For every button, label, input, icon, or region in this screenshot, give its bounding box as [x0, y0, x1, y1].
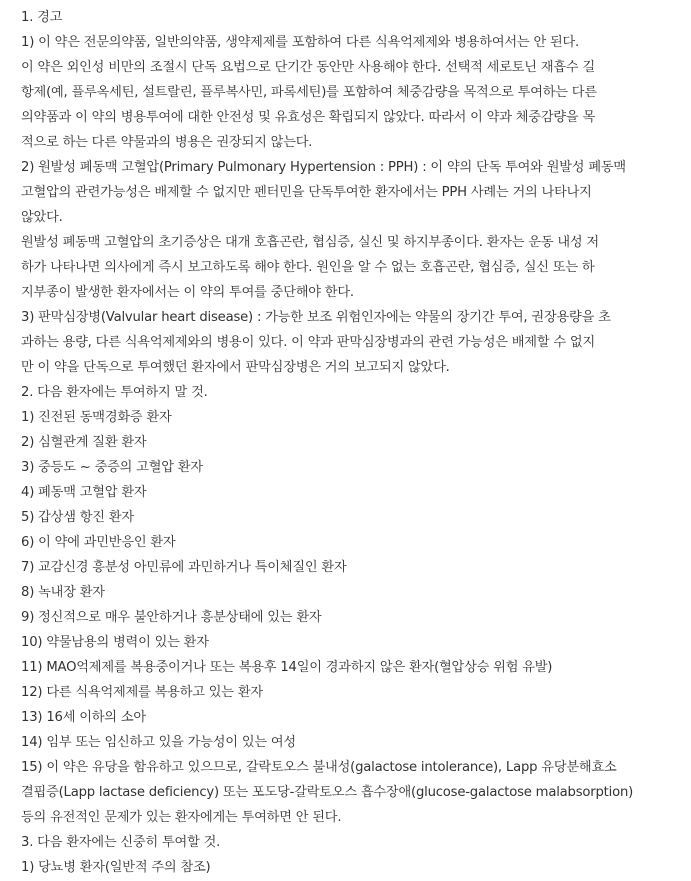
- warning-2-symptoms-paragraph: 하가 나타나면 의사에게 즉시 보고하도록 해야 한다. 원인을 알 수 없는 호흡곤란, 협심증, 실신 또는 하: [21, 260, 595, 275]
- warning-1-paragraph: 적으로 하는 다른 약물과의 병용은 권장되지 않는다.: [21, 135, 313, 150]
- warning-1-paragraph: 항제(예, 플루옥세틴, 설트랄린, 플루복사민, 파록세틴)를 포함하여 체중감량을 목적으로 투여하는 다른: [21, 85, 597, 100]
- contraindication-item: 10) 약물남용의 병력이 있는 환자: [21, 635, 209, 650]
- contraindication-item: 14) 임부 또는 임신하고 있을 가능성이 있는 여성: [21, 735, 296, 750]
- warning-2-paragraph: 고혈압의 관련가능성은 배제할 수 없지만 펜터민을 단독투여한 환자에서는 PPH 사례는 거의 나타나지: [21, 185, 592, 200]
- section-heading-contraindications: 2. 다음 환자에는 투여하지 말 것.: [21, 385, 208, 400]
- section-heading-warning: 1. 경고: [21, 10, 63, 25]
- warning-2-paragraph: 2) 원발성 폐동맥 고혈압(Primary Pulmonary Hypertension : PPH) : 이 약의 단독 투여와 원발성 폐동맥: [21, 160, 626, 175]
- contraindication-item: 7) 교감신경 흥분성 아민류에 과민하거나 특이체질인 환자: [21, 560, 347, 575]
- warning-1-paragraph: 의약품과 이 약의 병용투여에 대한 안전성 및 유효성은 확립되지 않았다. 따라서 이 약과 체중감량을 목: [21, 110, 595, 125]
- contraindication-item: 9) 정신적으로 매우 불안하거나 흥분상태에 있는 환자: [21, 610, 322, 625]
- warning-2-symptoms-paragraph: 원발성 폐동맥 고혈압의 초기증상은 대개 호흡곤란, 협심증, 실신 및 하지부종이다. 환자는 운동 내성 저: [21, 235, 599, 250]
- contraindication-item: 5) 갑상샘 항진 환자: [21, 510, 134, 525]
- warning-1-paragraph: 1) 이 약은 전문의약품, 일반의약품, 생약제제를 포함하여 다른 식욕억제제와 병용하여서는 안 된다.: [21, 35, 580, 50]
- warning-3-paragraph: 3) 판막심장병(Valvular heart disease) : 가능한 보조 위험인자에는 약물의 장기간 투여, 권장용량을 초: [21, 310, 611, 325]
- contraindication-item: 13) 16세 이하의 소아: [21, 710, 146, 725]
- warning-3-paragraph: 만 이 약을 단독으로 투여했던 환자에서 판막심장병은 거의 보고되지 않았다.: [21, 360, 450, 375]
- contraindication-item: 6) 이 약에 과민반응인 환자: [21, 535, 176, 550]
- contraindication-item: 결핍증(Lapp lactase deficiency) 또는 포도당-갈락토오스 흡수장애(glucose-galactose malabsorption): [21, 785, 634, 800]
- warning-3-paragraph: 과하는 용량, 다른 식욕억제제와의 병용이 있다. 이 약과 판막심장병과의 관련 가능성은 배제할 수 없지: [21, 335, 595, 350]
- caution-item: 1) 당뇨병 환자(일반적 주의 참조): [21, 860, 211, 875]
- warning-2-paragraph: 않았다.: [21, 210, 63, 225]
- contraindication-item: 2) 심혈관계 질환 환자: [21, 435, 147, 450]
- contraindication-item: 8) 녹내장 환자: [21, 585, 105, 600]
- contraindication-item: 1) 진전된 동맥경화증 환자: [21, 410, 172, 425]
- contraindication-item: 3) 중등도 ~ 중증의 고혈압 환자: [21, 460, 203, 475]
- contraindication-item: 등의 유전적인 문제가 있는 환자에게는 투여하면 안 된다.: [21, 810, 342, 825]
- document-text: [21, 5, 683, 880]
- warning-1-paragraph: 이 약은 외인성 비만의 조절시 단독 요법으로 단기간 동안만 사용해야 한다. 선택적 세로토닌 재흡수 길: [21, 60, 595, 75]
- contraindication-item: 11) MAO억제제를 복용중이거나 또는 복용후 14일이 경과하지 않은 환자(혈압상승 위험 유발): [21, 660, 553, 675]
- section-heading-caution: 3. 다음 환자에는 신중히 투여할 것.: [21, 835, 221, 850]
- contraindication-item: 15) 이 약은 유당을 함유하고 있으므로, 갈락토오스 불내성(galactose intolerance), Lapp 유당분해효소: [21, 760, 617, 775]
- contraindication-item: 12) 다른 식욕억제제를 복용하고 있는 환자: [21, 685, 263, 700]
- contraindication-item: 4) 폐동맥 고혈압 환자: [21, 485, 147, 500]
- warning-2-symptoms-paragraph: 지부종이 발생한 환자에서는 이 약의 투여를 중단해야 한다.: [21, 285, 354, 300]
